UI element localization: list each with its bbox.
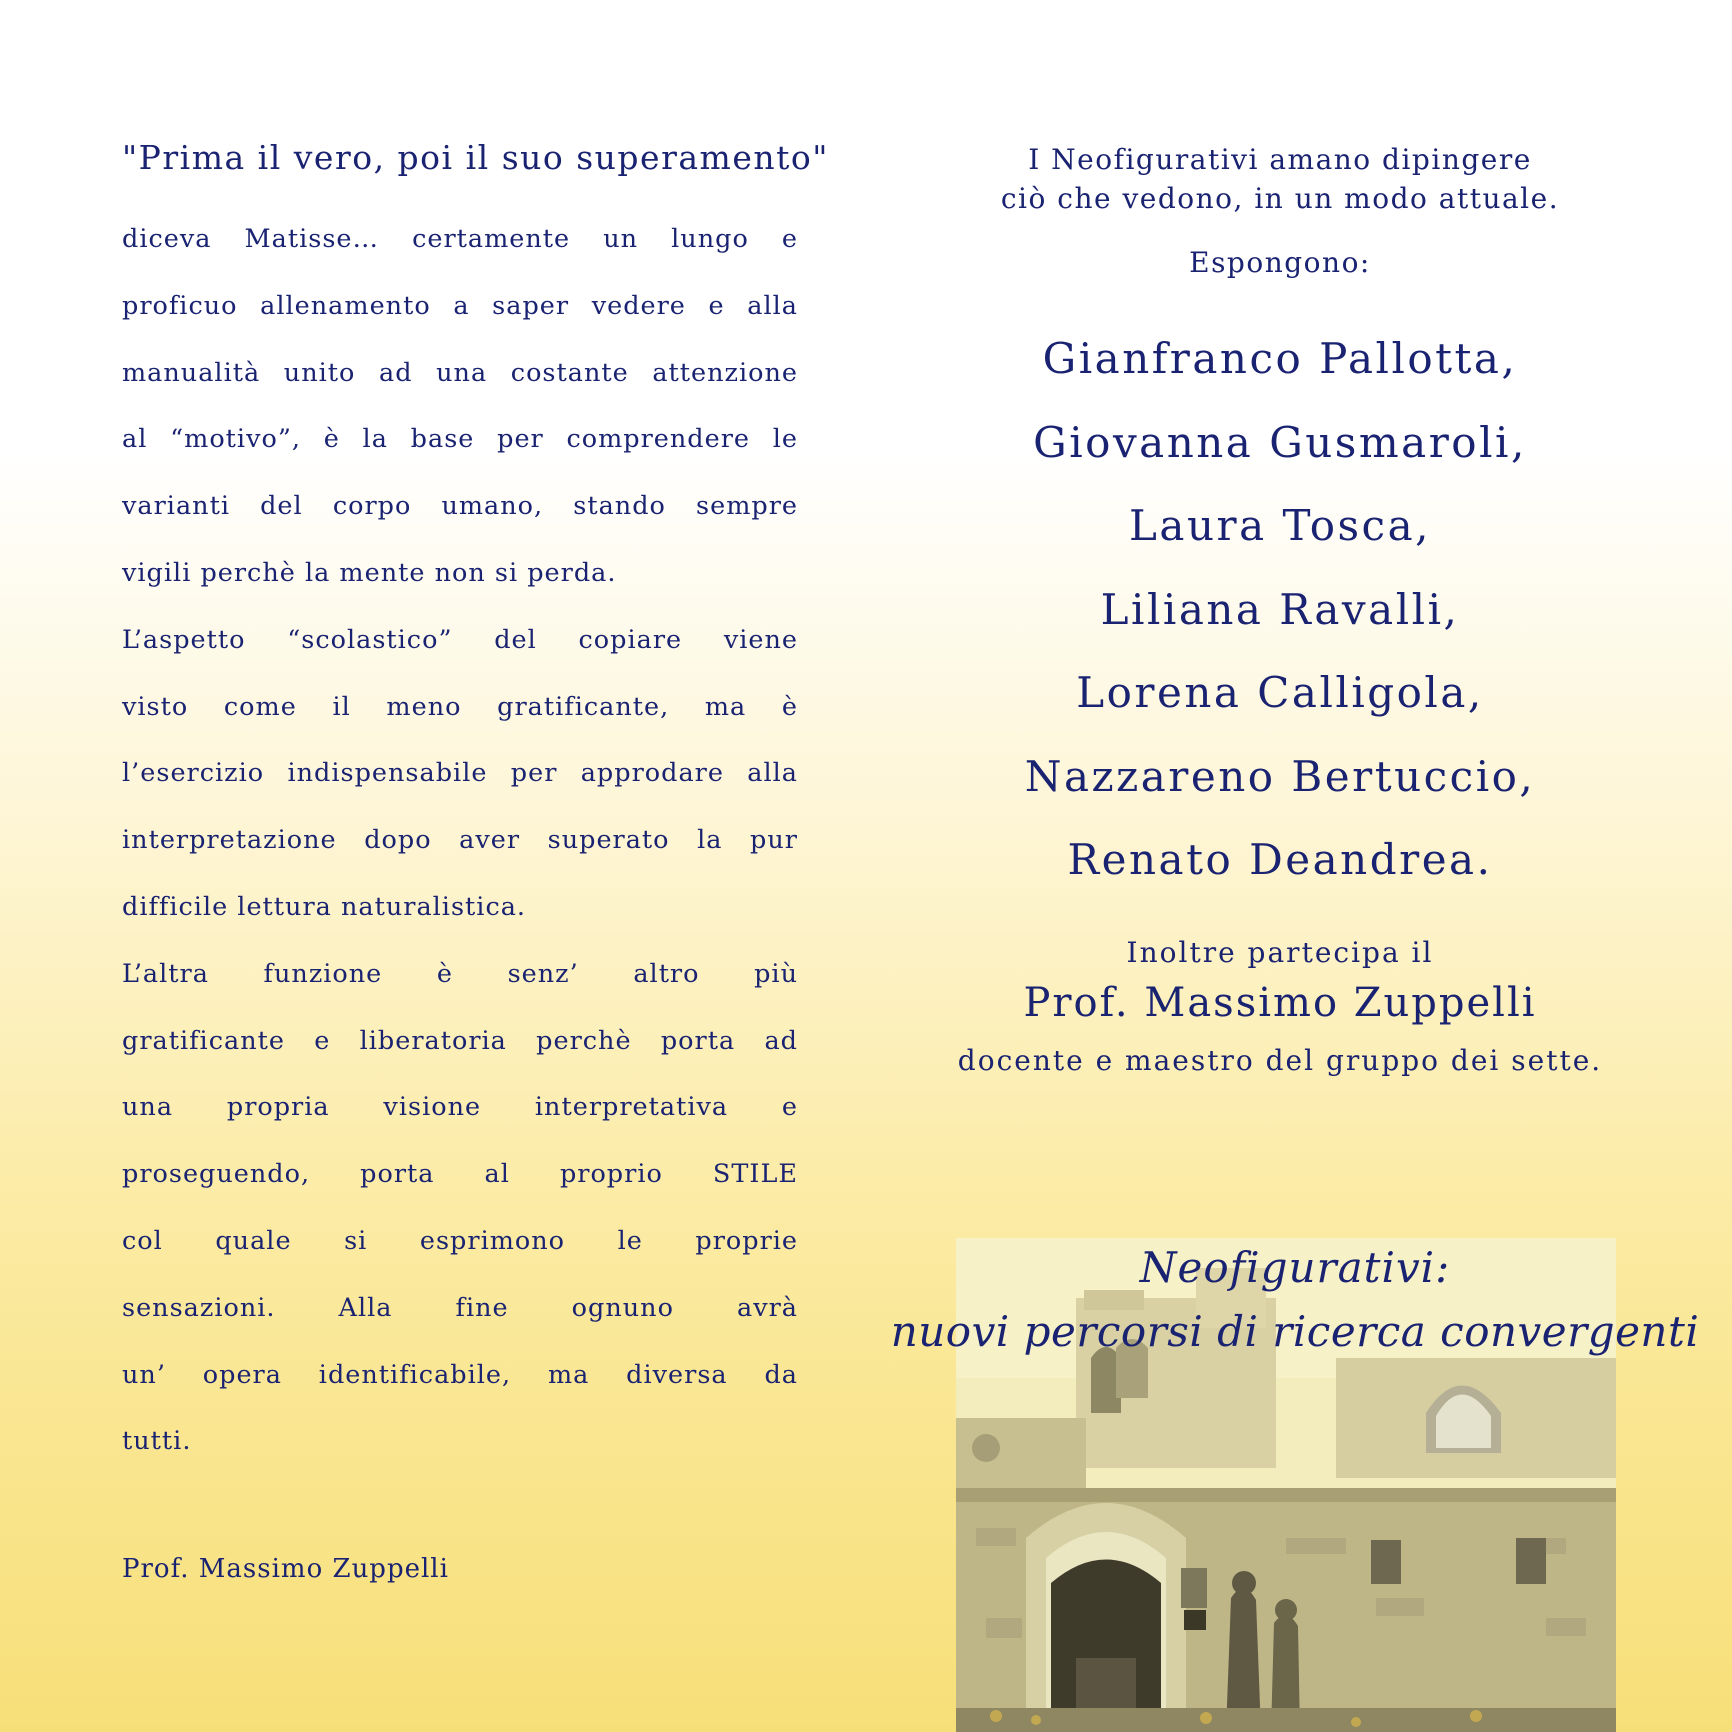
docente-text: docente e maestro del gruppo dei sette. <box>957 1044 1603 1077</box>
essay-line: gratificante e liberatoria perchè porta ad <box>122 1025 798 1056</box>
essay-line: sensazioni. Alla fine ognuno avrà <box>122 1292 798 1323</box>
espongono-label: Espongono: <box>1189 246 1371 279</box>
artist-name: Giovanna Gusmaroli, <box>1033 417 1527 467</box>
artist-name: Liliana Ravalli, <box>1100 584 1460 634</box>
prof-name: Prof. Massimo Zuppelli <box>1023 980 1537 1026</box>
artist-name: Renato Deandrea. <box>1067 835 1493 884</box>
artist-name: Laura Tosca, <box>1129 501 1431 550</box>
inoltre-text: Inoltre partecipa il <box>1126 936 1434 969</box>
essay-signature: Prof. Massimo Zuppelli <box>122 1554 449 1584</box>
exhibition-title <box>860 1236 1730 1364</box>
title-sub: nuovi percorsi di ricerca convergenti <box>890 1307 1700 1356</box>
essay-paragraph <box>122 206 798 1475</box>
essay-line: visto come il meno gratificante, ma è <box>122 691 798 722</box>
essay-line: col quale si esprimono le proprie <box>122 1225 798 1256</box>
essay-line: manualità unito ad una costante attenzione <box>122 357 798 388</box>
artist-list <box>900 326 1660 911</box>
essay-line: proseguendo, porta al proprio STILE <box>122 1159 798 1190</box>
intro-line: ciò che vedono, in un modo attuale. <box>1000 182 1560 215</box>
essay-line: difficile lettura naturalistica. <box>122 891 527 922</box>
intro-line: I Neofigurativi amano dipingere <box>1028 143 1532 176</box>
essay-line: L’aspetto “scolastico” del copiare viene <box>122 624 798 655</box>
essay-line: vigili perchè la mente non si perda. <box>122 557 617 588</box>
matisse-quote: "Prima il vero, poi il suo superamento" <box>122 138 829 177</box>
essay-line: tutti. <box>122 1426 192 1457</box>
artist-name: Lorena Calligola, <box>1076 668 1484 717</box>
artist-name: Gianfranco Pallotta, <box>1042 334 1518 383</box>
essay-line: interpretazione dopo aver superato la pur <box>122 825 798 856</box>
essay-line: una propria visione interpretativa e <box>122 1092 798 1123</box>
essay-line: diceva Matisse… certamente un lungo e <box>122 224 798 254</box>
intro-text <box>900 140 1660 218</box>
essay-line: L’altra funzione è senz’ altro più <box>122 958 798 989</box>
title-main: Neofigurativi: <box>1139 1243 1451 1292</box>
essay-line: proficuo allenamento a saper vedere e alla <box>122 290 798 321</box>
artist-name: Nazzareno Bertuccio, <box>1024 751 1536 801</box>
essay-line: al “motivo”, è la base per comprendere le <box>122 424 798 455</box>
essay-line: varianti del corpo umano, stando sempre <box>122 491 798 522</box>
essay-line: l’esercizio indispensabile per approdare alla <box>122 758 798 789</box>
essay-line: un’ opera identificabile, ma diversa da <box>122 1359 798 1390</box>
